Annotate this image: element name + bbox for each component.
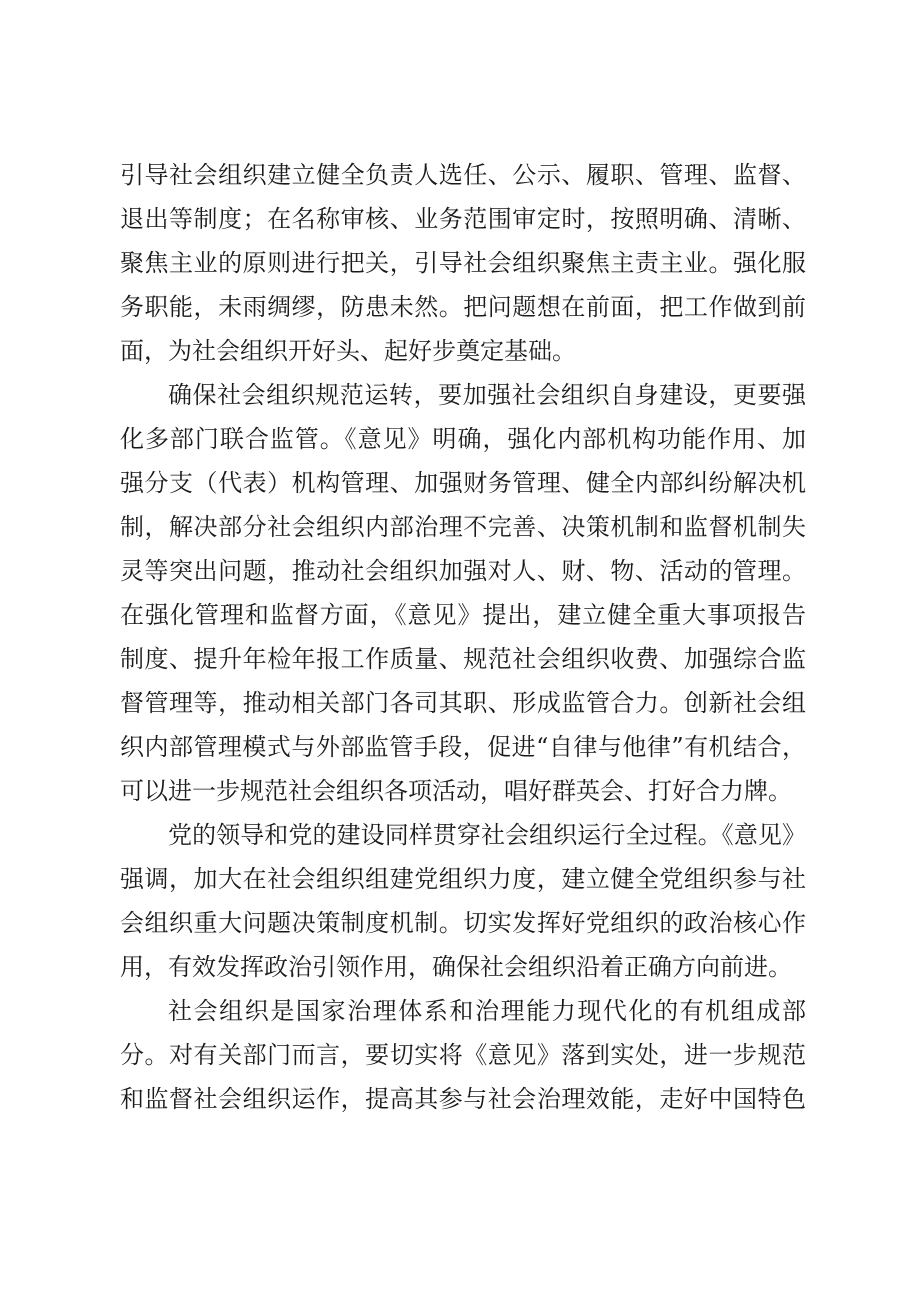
text-line: 制度、提升年检年报工作质量、规范社会组织收费、加强综合监 [120, 645, 806, 673]
text-line: 灵等突出问题，推动社会组织加强对人、财、物、活动的管理。 [120, 557, 806, 585]
text-line: 聚焦主业的原则进行把关，引导社会组织聚焦主责主业。强化服 [120, 249, 806, 277]
text-line: 织内部管理模式与外部监管手段，促进“自律与他律”有机结合， [120, 733, 806, 761]
text-line: 分。对有关部门而言，要切实将《意见》落到实处，进一步规范 [120, 1041, 806, 1069]
document-body [120, 153, 806, 1121]
text-line: 强调，加大在社会组织组建党组织力度，建立健全党组织参与社 [120, 865, 806, 893]
text-line: 务职能，未雨绸缪，防患未然。把问题想在前面，把工作做到前 [120, 293, 806, 321]
text-line: 制，解决部分社会组织内部治理不完善、决策机制和监督机制失 [120, 513, 806, 541]
text-line: 用，有效发挥政治引领作用，确保社会组织沿着正确方向前进。 [120, 953, 792, 981]
text-line: 引导社会组织建立健全负责人选任、公示、履职、管理、监督、 [120, 161, 806, 189]
text-line: 和监督社会组织运作，提高其参与社会治理效能，走好中国特色 [120, 1085, 806, 1113]
text-line: 党的领导和党的建设同样贯穿社会组织运行全过程。《意见》 [168, 821, 806, 849]
text-line: 面，为社会组织开好头、起好步奠定基础。 [120, 337, 576, 365]
text-line: 督管理等，推动相关部门各司其职、形成监管合力。创新社会组 [120, 689, 806, 717]
text-line: 化多部门联合监管。《意见》明确，强化内部机构功能作用、加 [120, 425, 806, 453]
text-line: 会组织重大问题决策制度机制。切实发挥好党组织的政治核心作 [120, 909, 806, 937]
text-line: 强分支（代表）机构管理、加强财务管理、健全内部纠纷解决机 [120, 469, 806, 497]
text-line: 退出等制度；在名称审核、业务范围审定时，按照明确、清晰、 [120, 205, 806, 233]
text-line: 确保社会组织规范运转，要加强社会组织自身建设，更要强 [168, 381, 806, 409]
text-line: 社会组织是国家治理体系和治理能力现代化的有机组成部 [168, 997, 806, 1025]
text-line: 在强化管理和监督方面，《意见》提出，建立健全重大事项报告 [120, 601, 806, 629]
text-line: 可以进一步规范社会组织各项活动，唱好群英会、打好合力牌。 [120, 777, 792, 805]
